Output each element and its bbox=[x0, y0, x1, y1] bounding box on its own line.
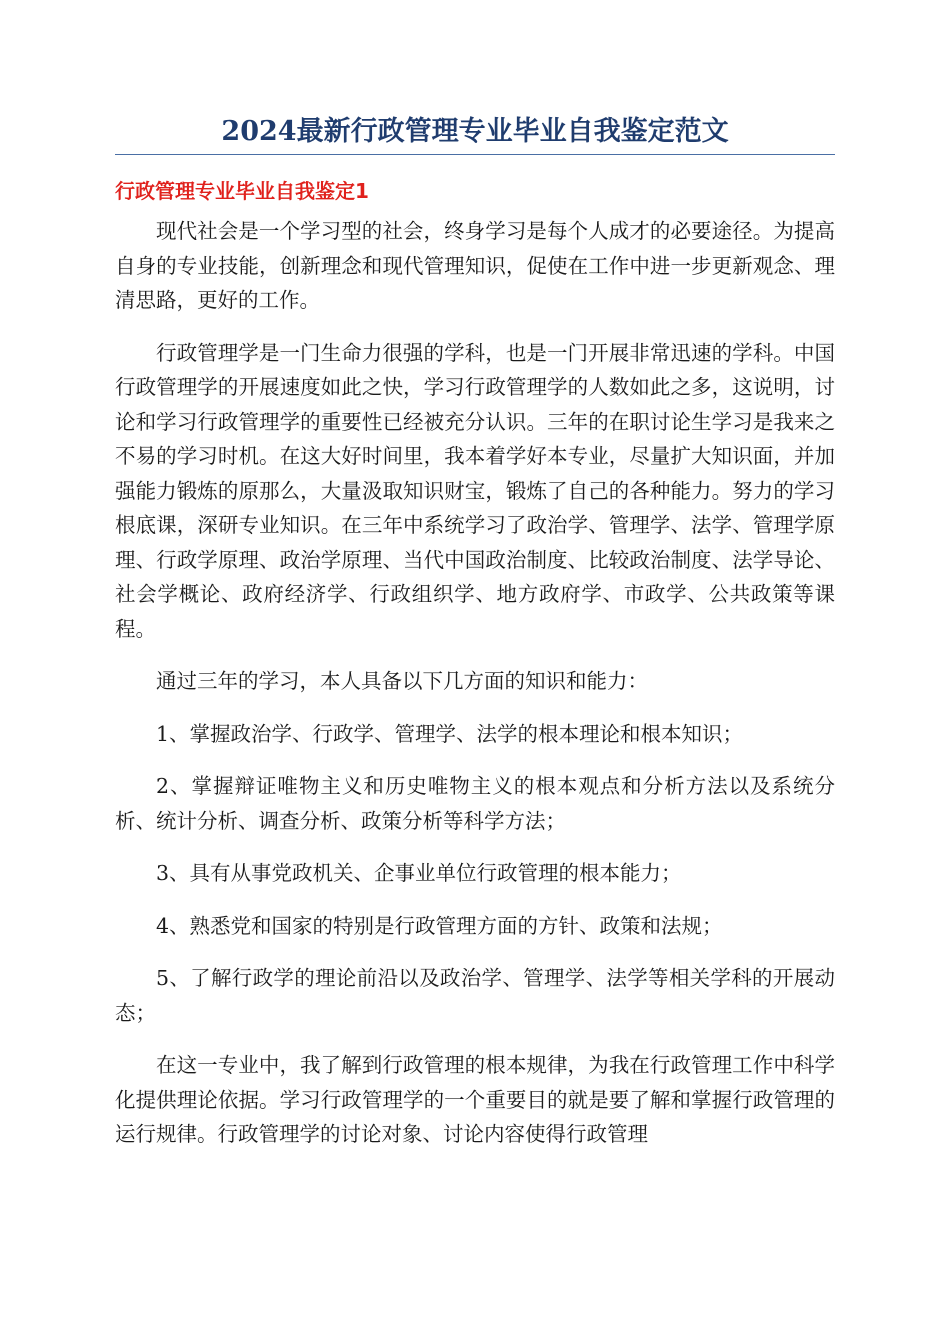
paragraph-conclusion: 在这一专业中，我了解到行政管理的根本规律，为我在行政管理工作中科学化提供理论依据。学习行政管理学的一个重要目的就是要了解和掌握行政管理的运行规律。行政管理学的讨论对象、讨论内容使得行政管理 bbox=[115, 1053, 835, 1146]
list-item-1: 1、掌握政治学、行政学、管理学、法学的根本理论和根本知识； bbox=[156, 721, 744, 746]
paragraph-abilities-intro: 通过三年的学习，本人具备以下几方面的知识和能力： bbox=[156, 669, 648, 693]
list-item-3: 3、具有从事党政机关、企事业单位行政管理的根本能力； bbox=[156, 861, 682, 885]
section-heading: 行政管理专业毕业自我鉴定1 bbox=[115, 179, 369, 203]
document-title: 2024最新行政管理专业毕业自我鉴定范文 bbox=[221, 116, 729, 147]
document-body bbox=[115, 172, 835, 1170]
list-item-2: 2、掌握辩证唯物主义和历史唯物主义的根本观点和分析方法以及系统分析、统计分析、调查分析、政策分析等科学方法； bbox=[115, 774, 835, 833]
list-item-4: 4、熟悉党和国家的特别是行政管理方面的方针、政策和法规； bbox=[156, 913, 723, 938]
paragraph-discipline: 行政管理学是一门生命力很强的学科，也是一门开展非常迅速的学科。中国行政管理学的开展速度如此之快，学习行政管理学的人数如此之多，这说明，讨论和学习行政管理学的重要性已经被充分认识。三年的在职讨论生学习是我来之不易的学习时机。在这大好时间里，我本着学好本专业，尽量扩大知识面，并加强能力锻炼的原那么，大量汲取知识财宝，锻炼了自己的各种能力。努力的学习根底课，深研专业知识。在三年中系统学习了政治学、管理学、法学、管理学原理、行政学原理、政治学原理、当代中国政治制度、比较政治制度、法学导论、社会学概论、政府经济学、行政组织学、地方政府学、市政学、公共政策等课程。 bbox=[115, 340, 835, 641]
list-item-5: 5、了解行政学的理论前沿以及政治学、管理学、法学等相关学科的开展动态； bbox=[115, 966, 835, 1025]
paragraph-intro: 现代社会是一个学习型的社会，终身学习是每个人成才的必要途径。为提高自身的专业技能，创新理念和现代管理知识，促使在工作中进一步更新观念、理清思路，更好的工作。 bbox=[115, 219, 835, 312]
title-underline bbox=[115, 154, 835, 155]
